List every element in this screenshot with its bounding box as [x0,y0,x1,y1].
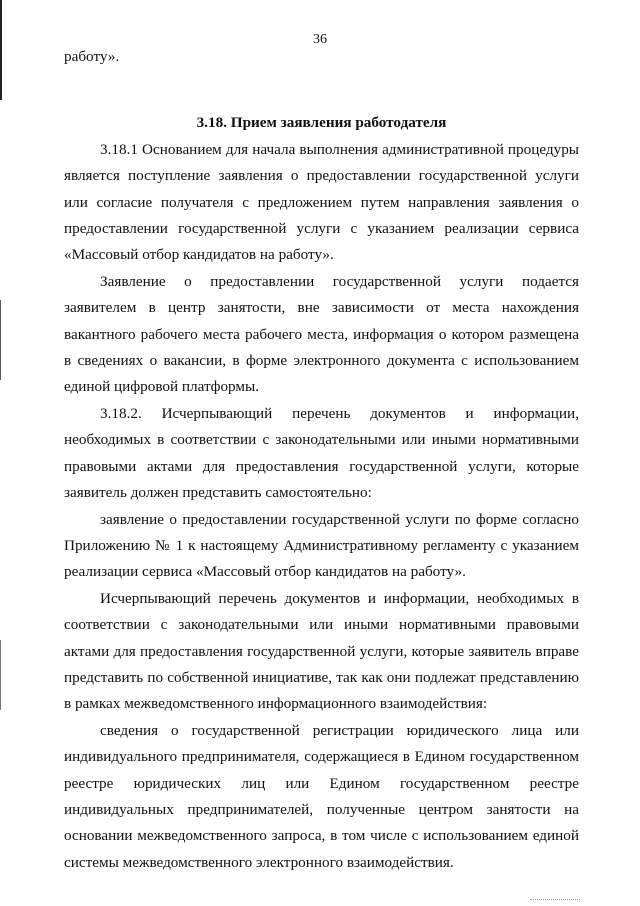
scan-edge-mark [0,300,1,380]
scan-edge-mark [0,640,1,710]
scan-artifact [530,897,580,900]
scan-edge-mark [0,0,2,100]
paragraph: 3.18.2. Исчерпывающий перечень документов и информации, необходимых в соответствии с законодательными или иными нормативными правовыми актами для предоставления государственной услуги, которые заявитель должен представить самостоятельно: [64,404,579,502]
paragraph: заявление о предоставлении государственной услуги по форме согласно Приложению № 1 к настоящему Административному регламенту с указанием реализации сервиса «Массовый отбор кандидатов на работу». [64,510,579,581]
section-title: 3.18. Прием заявления работодателя [196,114,447,132]
paragraph: 3.18.1 Основанием для начала выполнения административной процедуры является поступление заявления о предоставлении государственной услуги или согласие получателя с предложением путем направления заявления о предоставлении государственной услуги с указанием реализации сервиса «Массовый отбор кандидатов на работу». [64,140,579,264]
continuation-text: работу». [64,48,120,65]
document-body [64,44,579,876]
paragraph: Заявление о предоставлении государственной услуги подается заявителем в центр занятости, вне зависимости от места нахождения вакантного рабочего места рабочего места, информация о котором размещена в сведениях о вакансии, в форме электронного документа с использованием единой цифровой платформы. [64,272,579,396]
paragraph: Исчерпывающий перечень документов и информации, необходимых в соответствии с законодательными или иными нормативными правовыми актами для предоставления государственной услуги, которые заявитель вправе представить по собственной инициативе, так как они подлежат представлению в рамках межведомственного информационного взаимодействия: [64,589,579,713]
page-number: 36 [313,32,327,47]
paragraph: сведения о государственной регистрации юридического лица или индивидуального предпринимателя, содержащиеся в Едином государственном реестре юридических лиц или Едином государственном реестре индивидуальных предпринимателей, полученные центром занятости на основании межведомственного запроса, в том числе с использованием единой системы межведомственного электронного взаимодействия. [64,721,579,871]
